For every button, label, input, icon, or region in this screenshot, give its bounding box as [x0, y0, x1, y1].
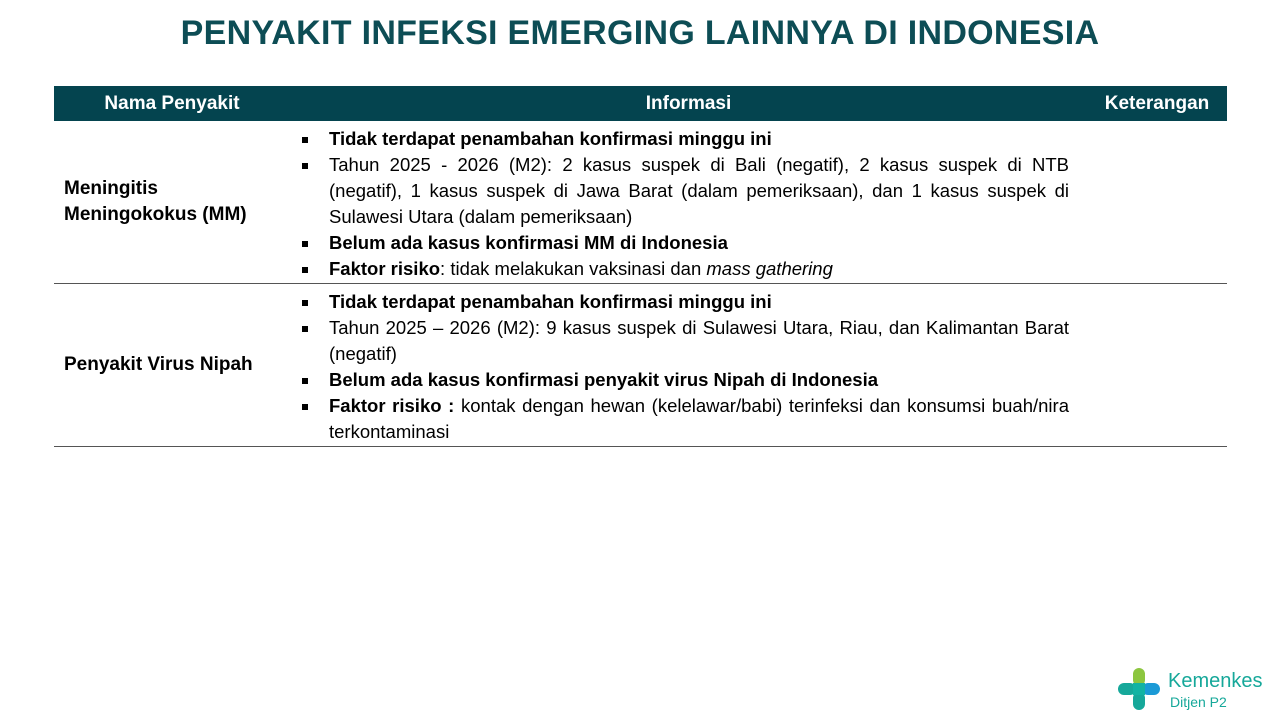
item-text: Tahun 2025 – 2026 (M2): 9 kasus suspek di Sulawesi Utara, Riau, dan Kalimantan Barat (negatif) — [329, 317, 1069, 364]
square-bullet-icon — [302, 137, 308, 143]
item-text: : tidak melakukan vaksinasi dan — [440, 258, 707, 279]
page-title: PENYAKIT INFEKSI EMERGING LAINNYA DI INDONESIA — [180, 14, 1100, 52]
header-informasi: Informasi — [645, 92, 732, 114]
header-keterangan: Keterangan — [1104, 92, 1210, 114]
square-bullet-icon — [302, 163, 308, 169]
item-bold-text: Tidak terdapat penambahan konfirmasi minggu ini — [329, 128, 772, 149]
header-nama-penyakit: Nama Penyakit — [104, 92, 240, 114]
disease-table — [54, 86, 1227, 447]
square-bullet-icon — [302, 378, 308, 384]
table-header — [54, 86, 1227, 121]
table-row — [54, 121, 1227, 284]
logo-subtitle: Ditjen P2 — [1170, 694, 1227, 710]
list-item — [290, 393, 1087, 445]
info-list — [290, 289, 1087, 445]
note-cell — [1087, 284, 1227, 446]
square-bullet-icon — [302, 267, 308, 273]
disease-name: Meningitis — [64, 178, 158, 199]
list-item — [290, 230, 1087, 256]
square-bullet-icon — [302, 326, 308, 332]
item-bold-text: Faktor risiko : — [329, 395, 455, 416]
list-item — [290, 367, 1087, 393]
info-cell — [290, 121, 1087, 283]
item-bold-text: Belum ada kasus konfirmasi penyakit virus Nipah di Indonesia — [329, 369, 879, 390]
info-cell — [290, 284, 1087, 446]
disease-name: Penyakit Virus Nipah — [64, 354, 253, 375]
square-bullet-icon — [302, 300, 308, 306]
logo-name: Kemenkes — [1168, 670, 1263, 692]
list-item — [290, 126, 1087, 152]
item-bold-text: Belum ada kasus konfirmasi MM di Indonesia — [329, 232, 728, 253]
kemenkes-logo — [1116, 666, 1276, 716]
info-list — [290, 126, 1087, 282]
item-text: kontak dengan hewan (kelelawar/babi) terinfeksi dan konsumsi buah/nira terkontaminasi — [329, 395, 1069, 442]
list-item — [290, 152, 1087, 230]
item-italic-text: mass gathering — [706, 258, 833, 279]
kemenkes-logo-icon — [1116, 666, 1162, 712]
item-bold-text: Tidak terdapat penambahan konfirmasi minggu ini — [329, 291, 772, 312]
list-item — [290, 315, 1087, 367]
item-bold-text: Faktor risiko — [329, 258, 441, 279]
disease-name-cell — [54, 284, 290, 446]
list-item — [290, 289, 1087, 315]
disease-name-line2: Meningokokus (MM) — [64, 204, 247, 225]
table-row — [54, 284, 1227, 447]
note-cell — [1087, 121, 1227, 283]
square-bullet-icon — [302, 241, 308, 247]
disease-name-cell — [54, 121, 290, 283]
square-bullet-icon — [302, 404, 308, 410]
item-text: Tahun 2025 - 2026 (M2): 2 kasus suspek di Bali (negatif), 2 kasus suspek di NTB (negatif), 1 kasus suspek di Jawa Barat (dalam pemeriksaan), dan 1 kasus suspek di Sulawesi Utara (dalam pemeriksaan) — [329, 154, 1069, 227]
list-item — [290, 256, 1087, 282]
